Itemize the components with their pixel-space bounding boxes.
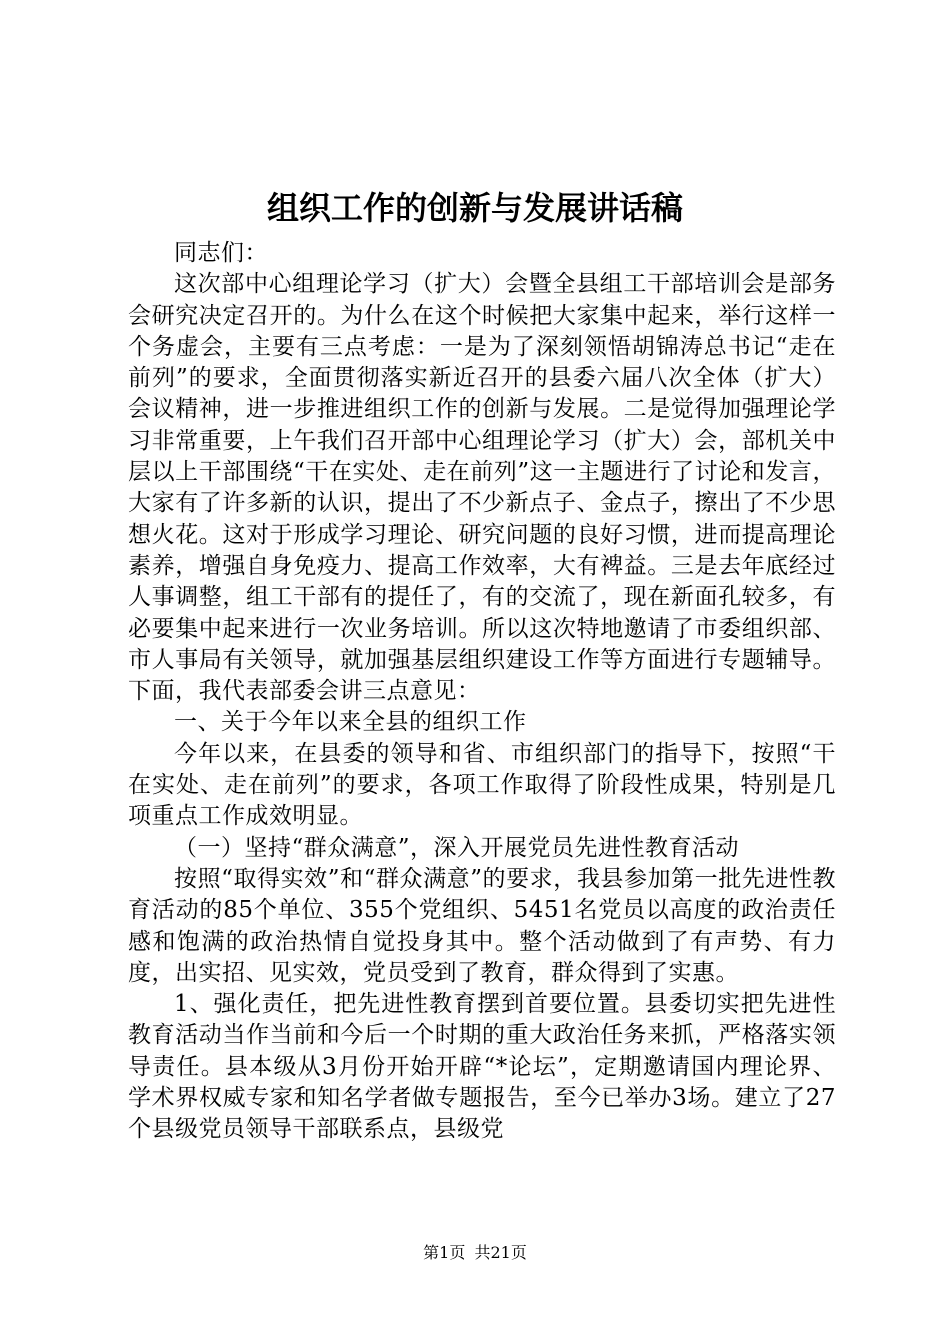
page-number: 第1页: [423, 1243, 466, 1262]
document-body: [128, 238, 836, 1146]
page-total: 共21页: [474, 1243, 527, 1262]
page-footer: [0, 1242, 950, 1264]
paragraph: 按照“取得实效”和“群众满意”的要求，我县参加第一批先进性教育活动的85个单位、355个党组织、5451名党员以高度的政治责任感和饱满的政治热情自觉投身其中。整个活动做到了有声势、有力度，出实招、见实效，党员受到了教育，群众得到了实惠。: [128, 865, 836, 986]
paragraph: 1、强化责任，把先进性教育摆到首要位置。县委切实把先进性教育活动当作当前和今后一个时期的重大政治任务来抓，严格落实领导责任。县本级从3月份开始开辟“*论坛”，定期邀请国内理论界、学术界权威专家和知名学者做专题报告，至今已举办3场。建立了27个县级党员领导干部联系点，县级党: [128, 991, 836, 1143]
subsection-heading: （一）坚持“群众满意”，深入开展党员先进性教育活动: [174, 834, 740, 861]
document-title: 组织工作的创新与发展讲话稿: [266, 189, 683, 227]
salutation: 同志们：: [174, 240, 268, 266]
section-heading: 一、关于今年以来全县的组织工作: [174, 709, 527, 736]
paragraph: 这次部中心组理论学习（扩大）会暨全县组工干部培训会是部务会研究决定召开的。为什么在这个时候把大家集中起来，举行这样一个务虚会，主要有三点考虑：一是为了深刻领悟胡锦涛总书记“走在前列”的要求，全面贯彻落实新近召开的县委六届八次全体（扩大）会议精神，进一步推进组织工作的创新与发展。二是觉得加强理论学习非常重要，上午我们召开部中心组理论学习（扩大）会，部机关中层以上干部围绕“干在实处、走在前列”这一主题进行了讨论和发言，大家有了许多新的认识，提出了不少新点子、金点子，擦出了不少思想火花。这对于形成学习理论、研究问题的良好习惯，进而提高理论素养，增强自身免疫力、提高工作效率，大有裨益。三是去年底经过人事调整，组工干部有的提任了，有的交流了，现在新面孔较多，有必要集中起来进行一次业务培训。所以这次特地邀请了市委组织部、市人事局有关领导，就加强基层组织建设工作等方面进行专题辅导。下面，我代表部委会讲三点意见：: [128, 271, 836, 705]
paragraph: 今年以来，在县委的领导和省、市组织部门的指导下，按照“干在实处、走在前列”的要求，各项工作取得了阶段性成果，特别是几项重点工作成效明显。: [128, 740, 836, 830]
